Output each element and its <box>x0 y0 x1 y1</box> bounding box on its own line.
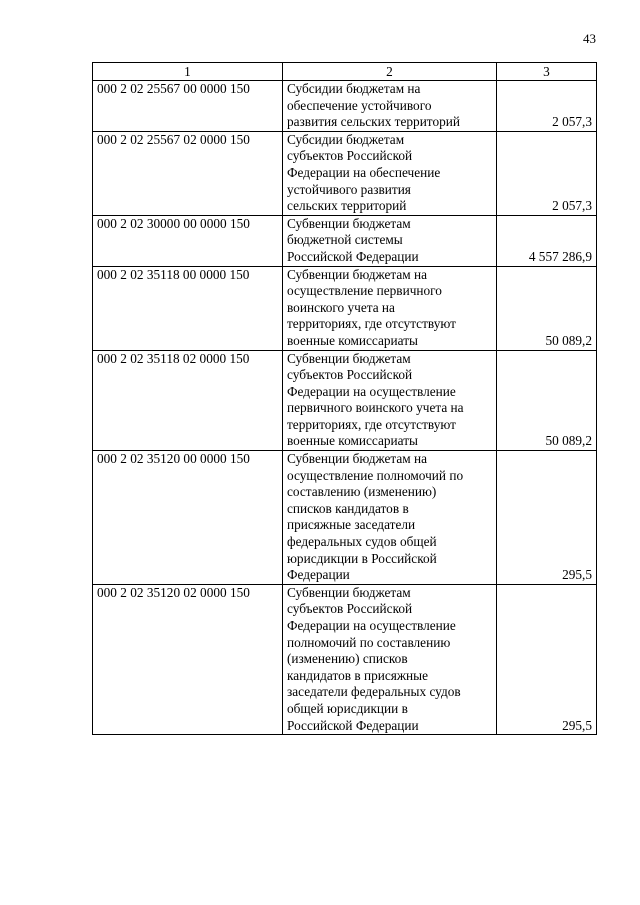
budget-code-cell: 000 2 02 35118 00 0000 150 <box>93 266 283 350</box>
amount-cell: 4 557 286,9 <box>497 215 597 266</box>
description-cell: Субвенции бюджетам на осуществление полномочий по составлению (изменению) списков кандидатов в присяжные заседатели федеральных судов общей юрисдикции в Российской Федерации <box>283 451 497 585</box>
table-header-row <box>93 63 597 81</box>
table-row <box>93 584 597 734</box>
table-row <box>93 215 597 266</box>
budget-code-cell: 000 2 02 35118 02 0000 150 <box>93 350 283 451</box>
page-number: 43 <box>583 31 596 46</box>
description-cell: Субсидии бюджетам субъектов Российской Федерации на обеспечение устойчивого развития сельских территорий <box>283 131 497 215</box>
amount-cell: 2 057,3 <box>497 131 597 215</box>
amount-cell: 295,5 <box>497 584 597 734</box>
amount-cell: 50 089,2 <box>497 266 597 350</box>
description-cell: Субвенции бюджетам субъектов Российской Федерации на осуществление полномочий по составлению (изменению) списков кандидатов в присяжные заседатели федеральных судов общей юрисдикции в Российской Федерации <box>283 584 497 734</box>
table-row <box>93 350 597 451</box>
amount-cell: 295,5 <box>497 451 597 585</box>
amount-cell: 50 089,2 <box>497 350 597 451</box>
table-row <box>93 451 597 585</box>
description-cell: Субвенции бюджетам на осуществление первичного воинского учета на территориях, где отсутствуют военные комиссариаты <box>283 266 497 350</box>
description-cell: Субвенции бюджетам субъектов Российской Федерации на осуществление первичного воинского учета на территориях, где отсутствуют военные комиссариаты <box>283 350 497 451</box>
column-header-description: 2 <box>283 63 497 81</box>
amount-cell: 2 057,3 <box>497 81 597 132</box>
table-row <box>93 131 597 215</box>
budget-code-cell: 000 2 02 30000 00 0000 150 <box>93 215 283 266</box>
budget-code-cell: 000 2 02 35120 00 0000 150 <box>93 451 283 585</box>
budget-code-cell: 000 2 02 35120 02 0000 150 <box>93 584 283 734</box>
budget-code-cell: 000 2 02 25567 02 0000 150 <box>93 131 283 215</box>
description-cell: Субсидии бюджетам на обеспечение устойчивого развития сельских территорий <box>283 81 497 132</box>
table-row <box>93 81 597 132</box>
budget-table <box>92 62 597 735</box>
column-header-code: 1 <box>93 63 283 81</box>
column-header-amount: 3 <box>497 63 597 81</box>
budget-code-cell: 000 2 02 25567 00 0000 150 <box>93 81 283 132</box>
table-row <box>93 266 597 350</box>
description-cell: Субвенции бюджетам бюджетной системы Российской Федерации <box>283 215 497 266</box>
